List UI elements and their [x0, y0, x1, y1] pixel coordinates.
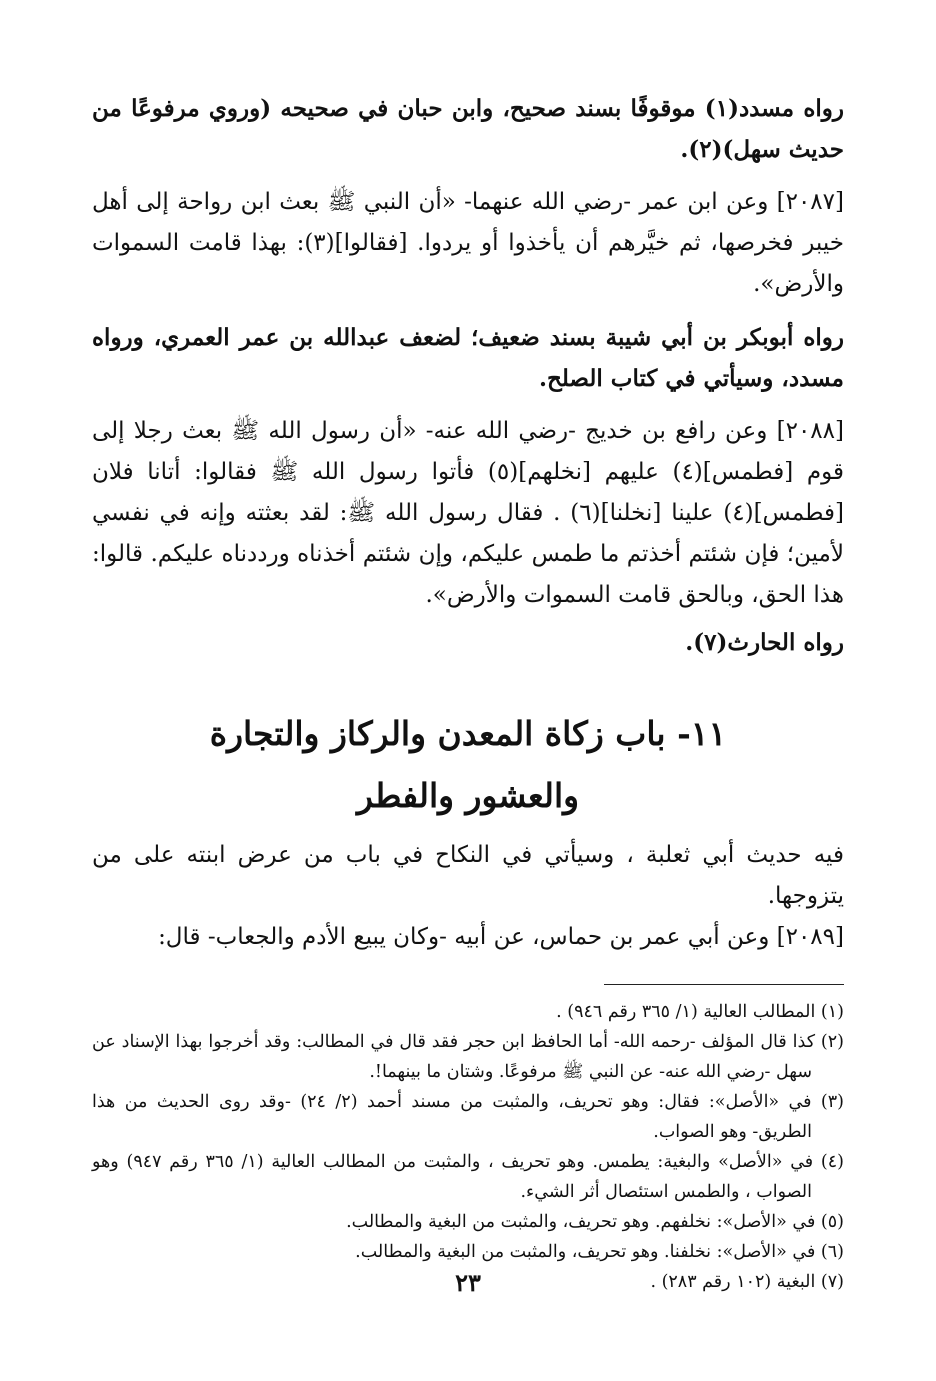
page-number: ٢٣ — [455, 1268, 481, 1297]
chapter-heading-line-2: والعشور والفطر — [356, 776, 580, 815]
footnote-2: (٢) كذا قال المؤلف -رحمه الله- أما الحافظ ابن حجر فقد قال في المطالب: وقد أخرجوا بهذا الإسناد عن سهل -رضي الله عنه- عن النبي ﷺ مرفوعًا. وشتان ما بينهما!. — [92, 1032, 844, 1082]
footnote-6: (٦) في «الأصل»: نخلفنا. وهو تحريف، والمثبت من البغية والمطالب. — [355, 1242, 844, 1262]
footnote-4: (٤) في «الأصل» والبغية: يطمس. وهو تحريف ، والمثبت من المطالب العالية (١/ ٣٦٥ رقم ٩٤٧) وهو الصواب ، والطمس استئصال أثر الشيء. — [92, 1152, 844, 1202]
body-paragraph-5: رواه الحارث(٧). — [685, 629, 844, 656]
footnote-separator — [604, 984, 844, 985]
body-paragraph-6: فيه حديث أبي ثعلبة ، وسيأتي في النكاح في باب من عرض ابنته على من يتزوجها. — [92, 842, 844, 909]
hadith-2087: [٢٠٨٧] وعن ابن عمر -رضي الله عنهما- «أن النبي ﷺ بعث ابن رواحة إلى أهل خيبر فخرصها، ثم خيَّرهم أن يأخذوا أو يردوا. [فقالوا](٣): بهذا قامت السموات والأرض». — [92, 189, 844, 297]
footnote-1: (١) المطالب العالية (١/ ٣٦٥ رقم ٩٤٦) . — [556, 1002, 844, 1022]
hadith-2088: [٢٠٨٨] وعن رافع بن خديج -رضي الله عنه- «أن رسول الله ﷺ بعث رجلا إلى قوم [فطمس](٤) عليهم [نخلهم](٥) فأتوا رسول الله ﷺ فقالوا: أتانا فلان [فطمس](٤) علينا [نخلنا](٦) . فقال رسول الله ﷺ: لقد بعثته وإنه في نفسي لأمين؛ فإن شئتم أخذتم ما طمس عليكم، وإن شئتم أخذناه ورددناه عليكم. قالوا: هذا الحق، وبالحق قامت السموات والأرض». — [92, 418, 844, 608]
body-paragraph-3: رواه أبوبكر بن أبي شيبة بسند ضعيف؛ لضعف عبدالله بن عمر العمري، ورواه مسدد، وسيأتي في كتاب الصلح. — [92, 324, 844, 392]
chapter-heading-line-1: ١١- باب زكاة المعدن والركاز والتجارة — [209, 714, 727, 753]
footnote-7: (٧) البغية (١٠٢ رقم ٢٨٣) . — [650, 1272, 844, 1292]
body-paragraph-1: رواه مسدد(١) موقوفًا بسند صحيح، وابن حبان في صحيحه (وروي مرفوعًا من حديث سهل)(٢). — [92, 95, 844, 163]
footnote-5: (٥) في «الأصل»: نخلفهم. وهو تحريف، والمثبت من البغية والمطالب. — [346, 1212, 844, 1232]
footnotes — [92, 997, 844, 1297]
footnote-3: (٣) في «الأصل»: فقال: وهو تحريف، والمثبت من مسند أحمد (٢/ ٢٤) -وقد روى الحديث من هذا الطريق- وهو الصواب. — [92, 1092, 844, 1142]
hadith-2089: [٢٠٨٩] وعن أبي عمر بن حماس، عن أبيه -وكان يبيع الأدم والجعاب- قال: — [158, 924, 844, 950]
